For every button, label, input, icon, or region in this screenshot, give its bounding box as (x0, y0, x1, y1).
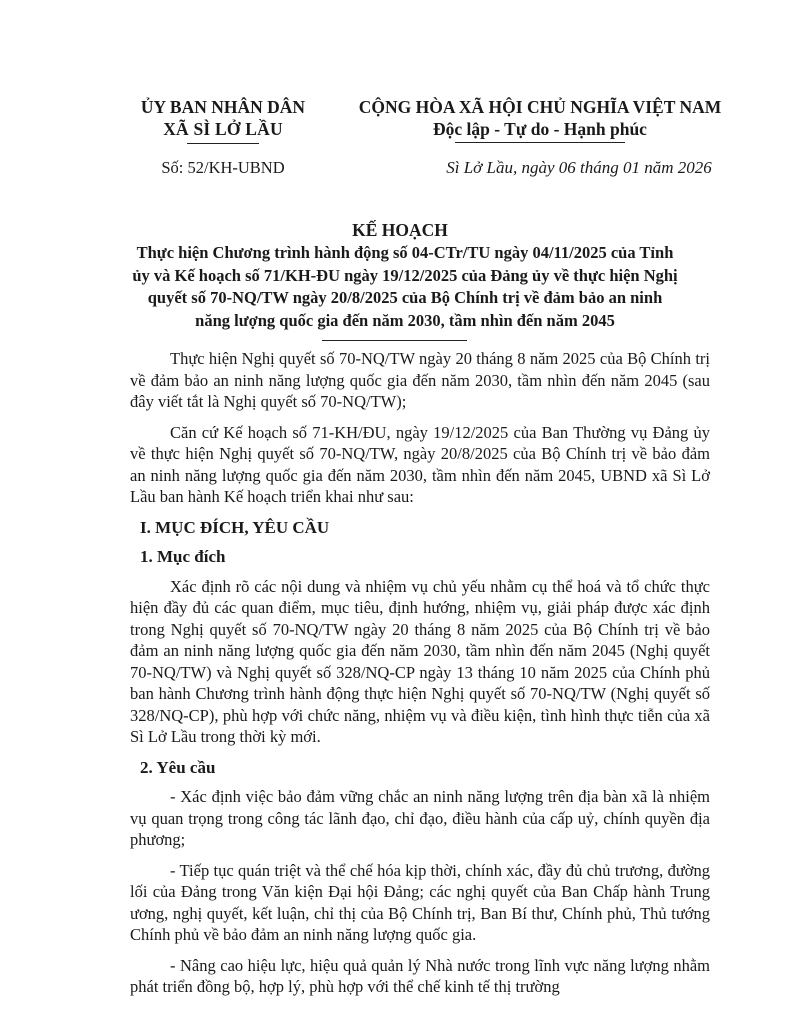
place-and-date: Sì Lở Lầu, ngày 06 tháng 01 năm 2026 (446, 158, 712, 177)
document-body (130, 348, 710, 1007)
motto-underline (455, 142, 625, 143)
document-subtitle: Thực hiện Chương trình hành động số 04-CTr/TU ngày 04/11/2025 của Tỉnh ủy và Kế hoạch số 71/KH-ĐU ngày 19/12/2025 của Đảng ủy về thực hiện Nghị quyết số 70-NQ/TW ngày 20/8/2025 của Bộ Chính trị về đảm bảo an ninh năng lượng quốc gia đến năm 2030, tầm nhìn đến năm 2045 (132, 243, 678, 330)
subsection-heading-requirements: 2. Yêu cầu (140, 757, 216, 777)
requirement-item-1: - Xác định việc bảo đảm vững chắc an ninh năng lượng trên địa bàn xã là nhiệm vụ quan trọng trong công tác lãnh đạo, chỉ đạo, điều hành của cấp uỷ, chính quyền địa phương; (130, 787, 710, 849)
agency-name-line1: ỦY BAN NHÂN DÂN (140, 97, 306, 117)
nation-name: CỘNG HÒA XÃ HỘI CHỦ NGHĨA VIỆT NAM (358, 97, 722, 117)
document-number: Số: 52/KH-UBND (161, 158, 285, 177)
document-title: KẾ HOẠCH (352, 220, 448, 240)
national-motto: Độc lập - Tự do - Hạnh phúc (433, 119, 647, 139)
requirement-item-3: - Nâng cao hiệu lực, hiệu quả quản lý Nhà nước trong lĩnh vực năng lượng nhằm phát triển đồng bộ, hợp lý, phù hợp với thể chế kinh tế thị trường (130, 955, 710, 996)
national-header-block (340, 96, 740, 179)
subsection-heading-purpose: 1. Mục đích (140, 547, 226, 566)
purpose-paragraph: Xác định rõ các nội dung và nhiệm vụ chủ yếu nhằm cụ thể hoá và tổ chức thực hiện đầy đủ các quan điểm, mục tiêu, định hướng, nhiệm vụ, giải pháp được xác định trong Nghị quyết số 70-NQ/TW ngày 20 tháng 8 năm 2025 của Bộ Chính trị về bảo đảm an ninh năng lượng quốc gia đến năm 2030, tầm nhìn đến năm 2045 (Nghị quyết 70-NQ/TW) và Nghị quyết số 328/NQ-CP ngày 13 tháng 10 năm 2025 của Chính phủ ban hành Chương trình hành động thực hiện Nghị quyết số 70-NQ/TW (Nghị quyết số 328/NQ-CP), phù hợp với chức năng, nhiệm vụ và điều kiện, tình hình thực tiễn của xã Sì Lở Lầu trong thời kỳ mới. (130, 576, 710, 746)
intro-paragraph-1: Thực hiện Nghị quyết số 70-NQ/TW ngày 20 tháng 8 năm 2025 của Bộ Chính trị về đảm bảo an ninh năng lượng quốc gia đến năm 2030, tầm nhìn đến năm 2045 (sau đây viết tắt là Nghị quyết số 70-NQ/TW); (130, 349, 710, 411)
section-heading-1: I. MỤC ĐÍCH, YÊU CẦU (140, 517, 330, 537)
agency-underline (187, 143, 259, 144)
issuing-agency-block (118, 96, 328, 179)
intro-paragraph-2: Căn cứ Kế hoạch số 71-KH/ĐU, ngày 19/12/2025 của Ban Thường vụ Đảng ủy về thực hiện Nghị quyết số 70-NQ/TW, ngày 20/8/2025 của Bộ Chính trị về bảo đảm an ninh năng lượng quốc gia đến năm 2030, tầm nhìn đến năm 2045, UBND xã Sì Lở Lầu ban hành Kế hoạch triển khai như sau: (130, 422, 710, 506)
requirement-item-2: - Tiếp tục quán triệt và thể chế hóa kịp thời, chính xác, đầy đủ chủ trương, đường lối của Đảng trong Văn kiện Đại hội Đảng; các nghị quyết của Ban Chấp hành Trung ương, nghị quyết, kết luận, chỉ thị của Bộ Chính trị, Ban Bí thư, Chính phủ, Thủ tướng Chính phủ về bảo đảm an ninh năng lượng quốc gia. (130, 860, 710, 944)
subtitle-underline (322, 340, 467, 341)
agency-name-line2: XÃ SÌ LỞ LẦU (163, 119, 283, 139)
